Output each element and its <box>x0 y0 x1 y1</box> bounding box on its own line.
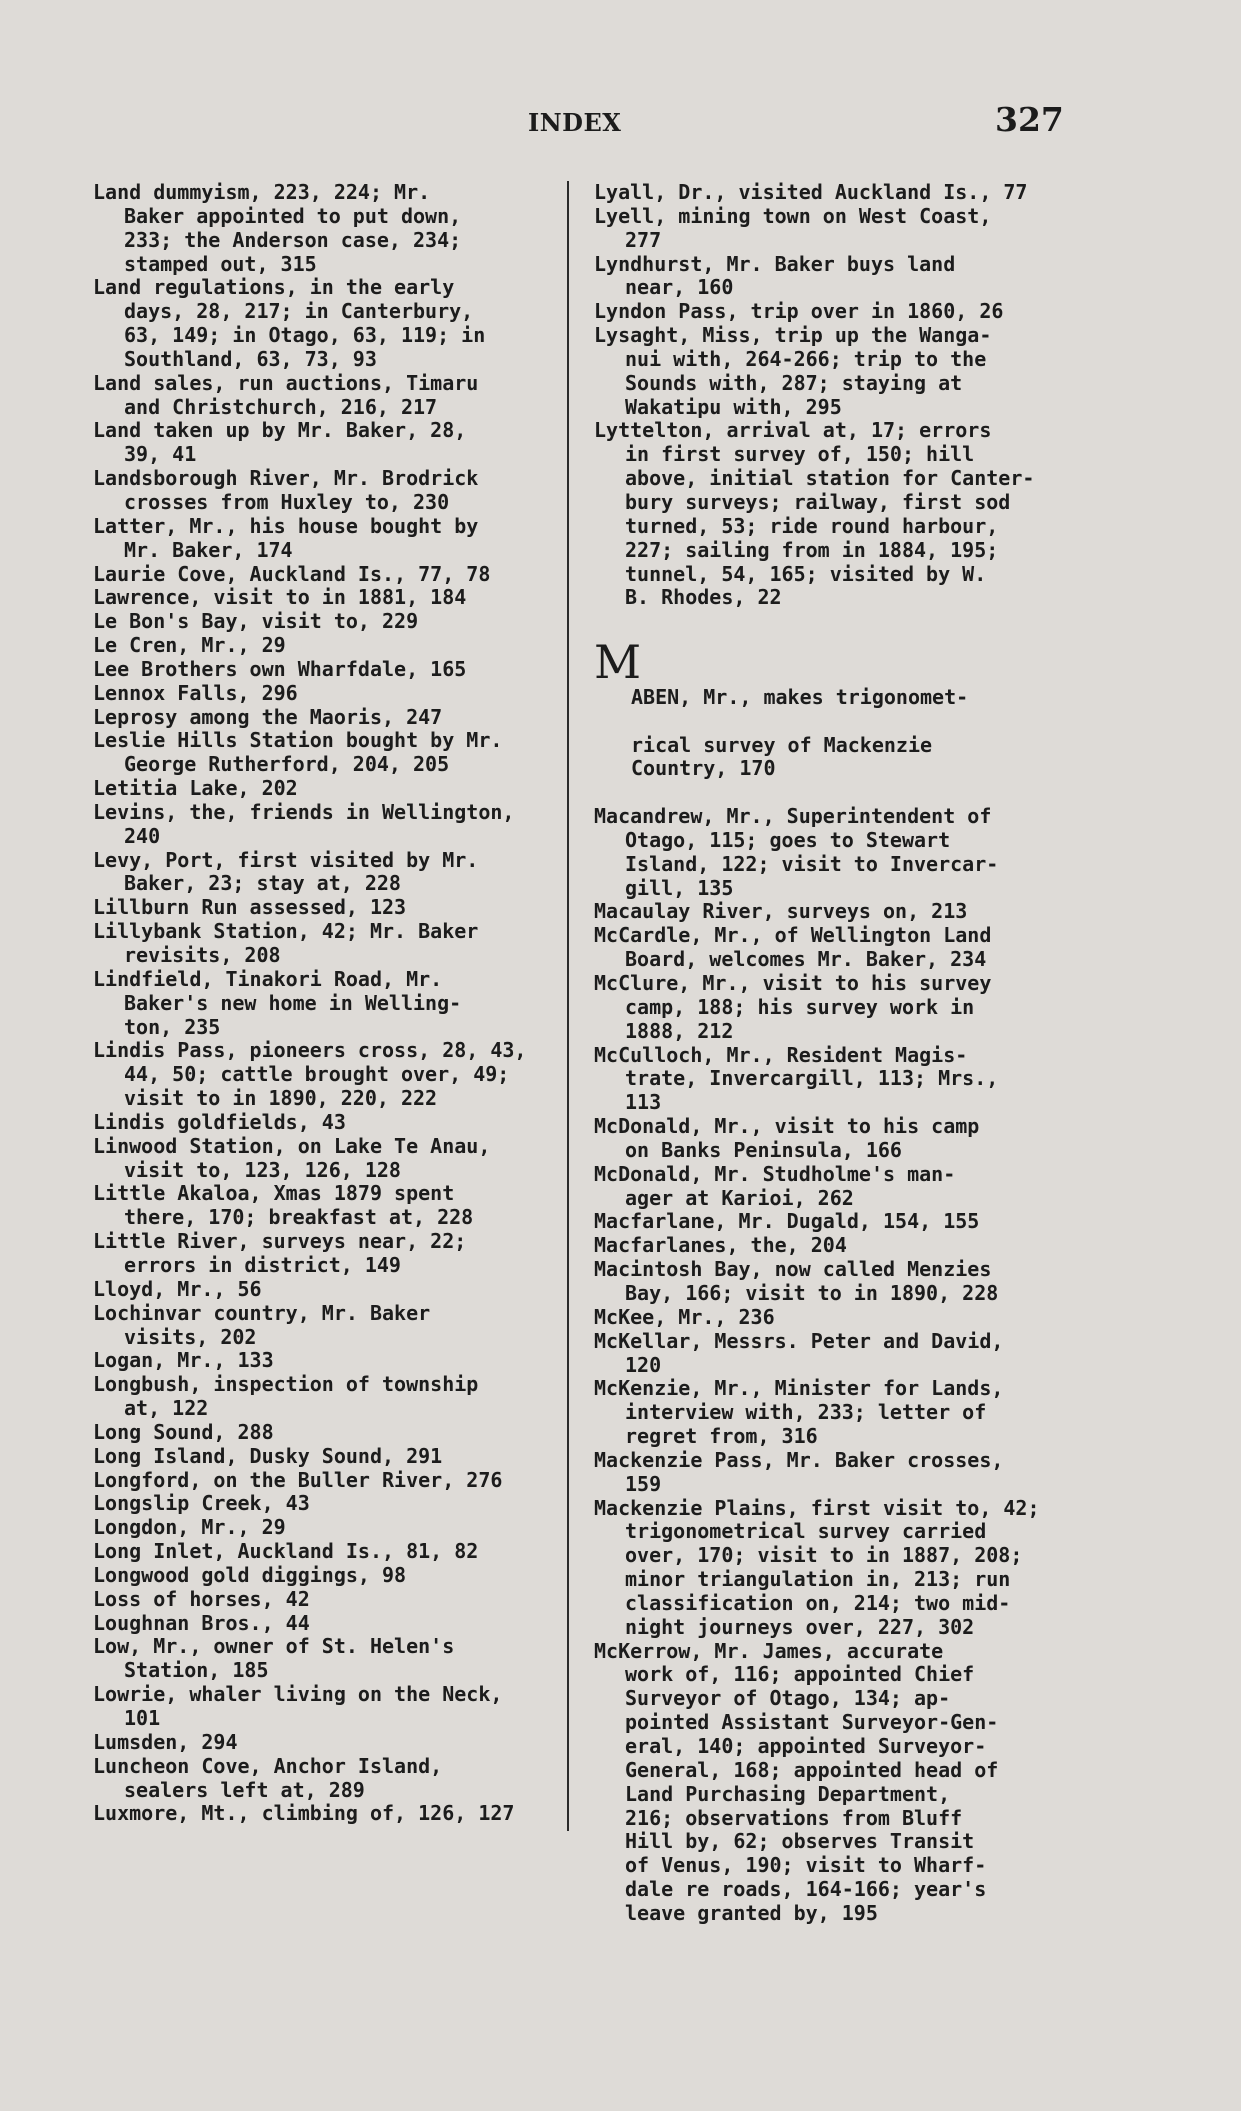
index-entry: Logan, Mr., 133 <box>93 1348 274 1373</box>
index-entry: Le Cren, Mr., 29 <box>93 633 286 658</box>
index-entry: Lillburn Run assessed, 123 <box>93 895 407 920</box>
column-divider <box>567 181 569 1831</box>
index-entry: Macfarlanes, the, 204 <box>594 1233 847 1258</box>
index-entry: Luncheon Cove, Anchor Island, sealers left at, 289 <box>93 1753 443 1802</box>
index-entry: Longford, on the Buller River, 276 <box>93 1467 503 1492</box>
running-title: INDEX <box>528 108 622 137</box>
index-entry: McKerrow, Mr. James, accurate work of, 116; appointed Chief Surveyor of Otago, 134; ap- pointed Assistant Surveyor-Gen- eral, 140; appointed Surveyor- General, 168; appointed head of Land Purchasing Department, 216; observations from Bluff Hill by, 62; observes Transit of Venus, 190; visit to Wharf- dale re roads, 164-166; year's leave granted by, 195 <box>594 1638 999 1925</box>
index-entry: Landsborough River, Mr. Brodrick crosses from Huxley to, 230 <box>93 466 479 514</box>
index-entry: McCardle, Mr., of Wellington Land Board, welcomes Mr. Baker, 234 <box>594 923 992 972</box>
page-number: 327 <box>995 100 1064 139</box>
index-entry: Le Bon's Bay, visit to, 229 <box>93 609 419 634</box>
index-entry: Loss of horses, 42 <box>93 1586 310 1611</box>
index-entry: Land dummyism, 223, 224; Mr. Baker appointed to put down, 233; the Anderson case, 234; stamped out, 315 <box>93 180 462 276</box>
section-gap <box>594 610 1052 638</box>
index-entry: Lindis Pass, pioneers cross, 28, 43, 44, 50; cattle brought over, 49; visit to in 1890, 220, 222 <box>93 1038 527 1111</box>
index-entry: Longdon, Mr., 29 <box>93 1515 286 1540</box>
maben-continuation: rical survey of Mackenzie Country, 170 <box>631 732 933 781</box>
maben-first-line: ABEN, Mr., makes trigonomet- <box>631 684 969 709</box>
index-entry: Lennox Falls, 296 <box>93 680 298 705</box>
page-header <box>0 98 1241 148</box>
index-entry: Long Inlet, Auckland Is., 81, 82 <box>93 1539 479 1564</box>
index-entry: Macaulay River, surveys on, 213 <box>594 899 968 924</box>
index-entry: Letitia Lake, 202 <box>93 776 298 801</box>
index-entry: Macintosh Bay, now called Menzies Bay, 166; visit to in 1890, 228 <box>594 1257 999 1305</box>
index-entry: Leslie Hills Station bought by Mr. George Rutherford, 204, 205 <box>93 728 503 777</box>
index-entry: Leprosy among the Maoris, 247 <box>93 704 443 729</box>
index-entry: Macandrew, Mr., Superintendent of Otago, 115; goes to Stewart Island, 122; visit to Invercar- gill, 135 <box>594 804 999 900</box>
index-entry: Long Sound, 288 <box>93 1419 274 1444</box>
index-entry: Levy, Port, first visited by Mr. Baker, 23; stay at, 228 <box>93 847 479 896</box>
index-entry: Lawrence, visit to in 1881, 184 <box>93 585 467 610</box>
index-entry: Lindfield, Tinakori Road, Mr. Baker's new home in Welling- ton, 235 <box>93 966 462 1039</box>
index-entry: Mackenzie Pass, Mr. Baker crosses, 159 <box>594 1447 1004 1496</box>
index-entry: Lyndon Pass, trip over in 1860, 26 <box>594 299 1004 324</box>
index-entry: Lee Brothers own Wharfdale, 165 <box>93 656 467 681</box>
index-entry: Long Island, Dusky Sound, 291 <box>93 1443 443 1468</box>
index-entry: Linwood Station, on Lake Te Anau, visit to, 123, 126, 128 <box>93 1133 491 1182</box>
index-entry: Loughnan Bros., 44 <box>93 1610 310 1635</box>
index-entry: Land regulations, in the early days, 28, 217; in Canterbury, 63, 149; in Otago, 63, 119; in Southland, 63, 73, 93 <box>93 275 486 371</box>
index-entry: McKee, Mr., 236 <box>594 1304 775 1329</box>
index-entry: Lyell, mining town on West Coast, 277 <box>594 203 992 252</box>
index-entry: Land taken up by Mr. Baker, 28, 39, 41 <box>93 418 467 467</box>
index-entry: Luxmore, Mt., climbing of, 126, 127 <box>93 1801 515 1826</box>
index-entry: Laurie Cove, Auckland Is., 77, 78 <box>93 561 491 586</box>
index-entry: Longbush, inspection of township at, 122 <box>93 1372 479 1421</box>
index-entry: McKenzie, Mr., Minister for Lands, interview with, 233; letter of regret from, 316 <box>594 1376 1004 1449</box>
index-entry: McDonald, Mr. Studholme's man- ager at Karioi, 262 <box>594 1161 956 1210</box>
index-entry: Lyall, Dr., visited Auckland Is., 77 <box>594 180 1028 204</box>
index-entry: Lloyd, Mr., 56 <box>93 1276 262 1301</box>
index-entry: Little Akaloa, Xmas 1879 spent there, 170; breakfast at, 228 <box>93 1181 474 1230</box>
index-entry: Lindis goldfields, 43 <box>93 1109 346 1134</box>
index-entry: Low, Mr., owner of St. Helen's Station, 185 <box>93 1634 455 1683</box>
index-entry: Macfarlane, Mr. Dugald, 154, 155 <box>594 1209 980 1234</box>
index-entry: Latter, Mr., his house bought by Mr. Baker, 174 <box>93 513 479 562</box>
section-m <box>594 805 1052 1926</box>
index-entry: Lillybank Station, 42; Mr. Baker revisits, 208 <box>93 919 479 967</box>
index-entry: Mackenzie Plains, first visit to, 42; trigonometrical survey carried over, 170; visit to in 1887, 208; minor triangulation in, 213; run classification on, 214; two mid- night journeys over, 227, 302 <box>594 1495 1040 1639</box>
index-entry: Lumsden, 294 <box>93 1729 238 1754</box>
drop-cap-letter: M <box>594 635 642 690</box>
index-entry: Lysaght, Miss, trip up the Wanga- nui with, 264-266; trip to the Sounds with, 287; staying at Wakatipu with, 295 <box>594 323 992 419</box>
index-entry: Lyttelton, arrival at, 17; errors in first survey of, 150; hill above, initial station for Canter- bury surveys; railway, first sod turned, 53; ride round harbour, 227; sailing from in 1884, 195; tunnel, 54, 165; visited by W. B. Rhodes, 22 <box>594 418 1035 610</box>
index-entry: Longwood gold diggings, 98 <box>93 1562 407 1587</box>
section-l-continued <box>594 181 1052 610</box>
index-column-right <box>594 181 1052 1926</box>
index-entry: Land sales, run auctions, Timaru and Christchurch, 216, 217 <box>93 370 479 419</box>
index-entry: Levins, the, friends in Wellington, 240 <box>93 799 515 848</box>
index-entry: Lyndhurst, Mr. Baker buys land near, 160 <box>594 251 956 300</box>
index-entry: McCulloch, Mr., Resident Magis- trate, Invercargill, 113; Mrs., 113 <box>594 1042 999 1115</box>
index-entry: Lochinvar country, Mr. Baker visits, 202 <box>93 1300 431 1349</box>
index-entry: McClure, Mr., visit to his survey camp, 188; his survey work in 1888, 212 <box>594 971 992 1043</box>
index-entry: McKellar, Messrs. Peter and David, 120 <box>594 1328 1004 1377</box>
index-entry: Longslip Creek, 43 <box>93 1491 310 1516</box>
index-column-left <box>93 181 551 1826</box>
index-entry-maben <box>594 635 1052 805</box>
index-entry: McDonald, Mr., visit to his camp on Banks Peninsula, 166 <box>594 1114 980 1162</box>
index-entry: Lowrie, whaler living on the Neck, 101 <box>93 1682 503 1730</box>
index-entry: Little River, surveys near, 22; errors in district, 149 <box>93 1229 467 1277</box>
